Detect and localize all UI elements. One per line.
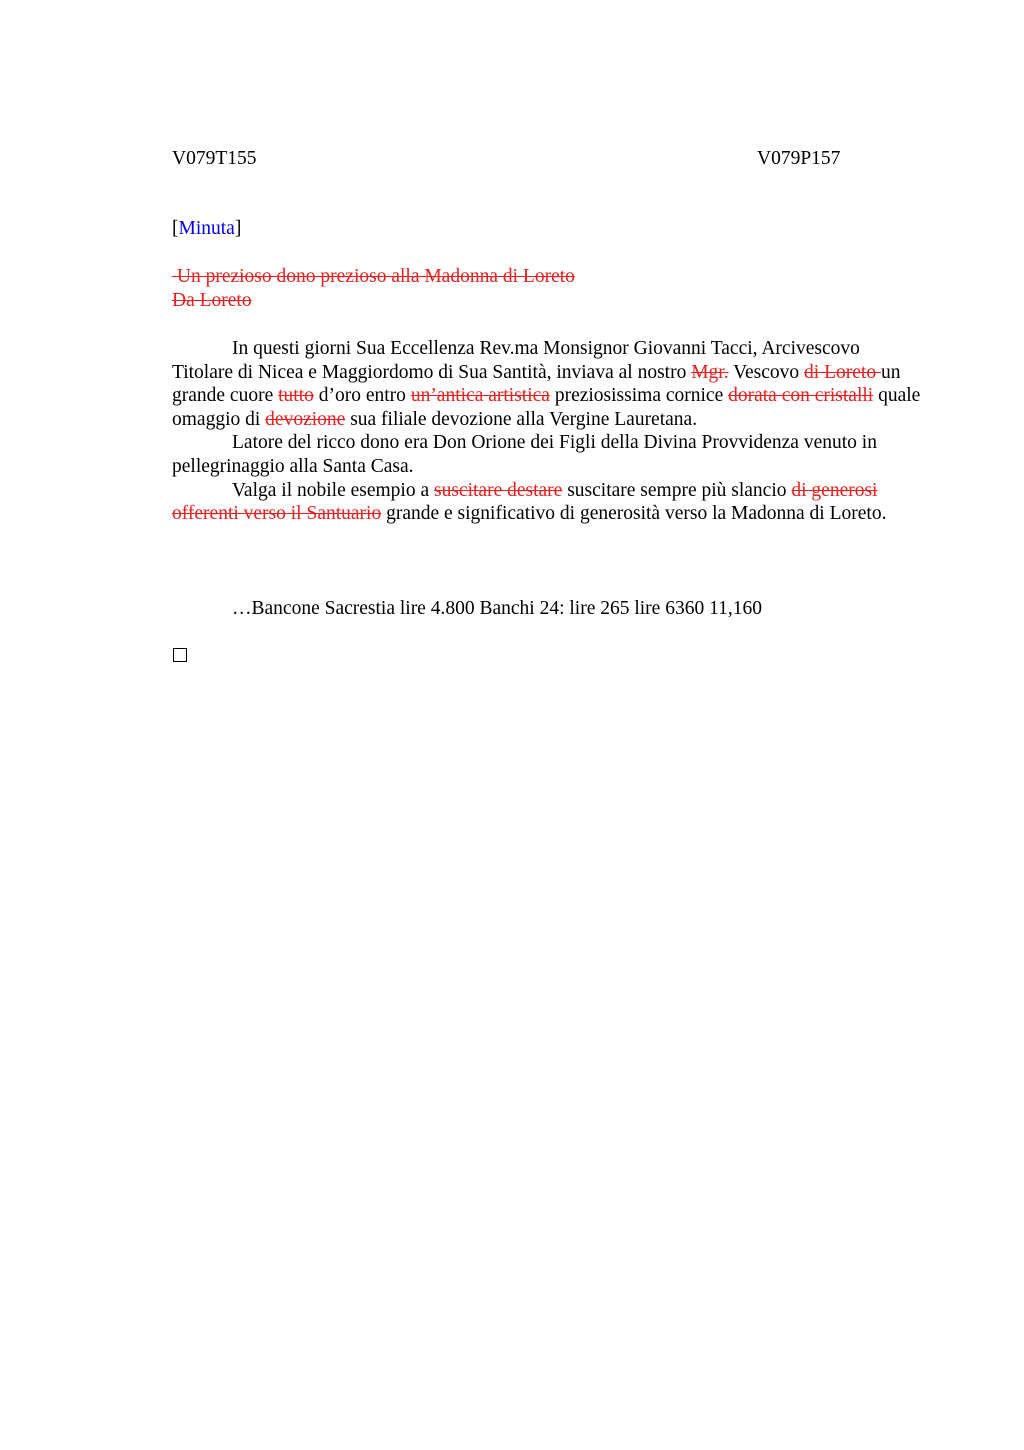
paragraph-text: sua filiale devozione alla Vergine Lauretana.: [345, 408, 698, 430]
paragraph-text: grande e significativo di generosità verso la Madonna di Loreto.: [381, 503, 887, 525]
deleted-title-line-1: Un prezioso dono prezioso alla Madonna di Loreto: [172, 266, 575, 287]
deleted-word: di generosi offerenti verso il Santuario: [172, 479, 878, 525]
document-code-right: V079P157: [757, 148, 841, 169]
letter-body: [172, 337, 924, 526]
checkbox-square-icon: [173, 648, 187, 662]
deleted-title-line-2: Da Loreto: [172, 290, 252, 311]
close-bracket: ]: [234, 218, 242, 239]
paragraph-text: preziosissima cornice: [549, 385, 729, 407]
deleted-word: Mgr.: [691, 361, 729, 383]
paragraph-text: d’oro entro: [313, 385, 411, 407]
deleted-word: devozione: [265, 408, 346, 430]
open-bracket: [: [172, 218, 179, 239]
paragraph-text: quale omaggio di: [172, 385, 921, 430]
paragraph-text: un grande cuore: [172, 361, 901, 407]
paragraph-text: Vescovo: [728, 361, 805, 383]
paragraph-text: suscitare sempre più slancio: [562, 479, 792, 501]
paragraph-text: In questi giorni Sua Eccellenza Rev.ma Monsignor Giovanni Tacci, Arcivescovo Titolare di Nicea e Maggiordomo di Sua Santità, inviava al nostro: [172, 338, 860, 383]
paragraph-bearer: Latore del ricco dono era Don Orione dei Figli della Divina Provvidenza venuto in pellegrinaggio alla Santa Casa.: [172, 432, 877, 477]
deleted-word: tutto: [278, 385, 314, 407]
deleted-word: dorata con cristalli: [728, 385, 874, 407]
document-header: [172, 147, 852, 171]
paragraph-gift-announcement: [172, 337, 924, 431]
minuta-label-line: [172, 217, 241, 241]
deleted-word: un’antica artistica: [410, 385, 550, 407]
deleted-word: di Loreto: [804, 361, 881, 383]
document-code-left: V079T155: [172, 148, 257, 169]
accounts-tally-line: …Bancone Sacrestia lire 4.800 Banchi 24: lire 265 lire 6360 11,160: [232, 598, 762, 619]
minuta-label: Minuta: [178, 218, 235, 239]
deleted-word: suscitare destare: [434, 479, 563, 501]
deleted-title-block: [172, 265, 575, 313]
paragraph-example: [172, 479, 924, 526]
paragraph-text: Valga il nobile esempio a: [232, 479, 434, 501]
